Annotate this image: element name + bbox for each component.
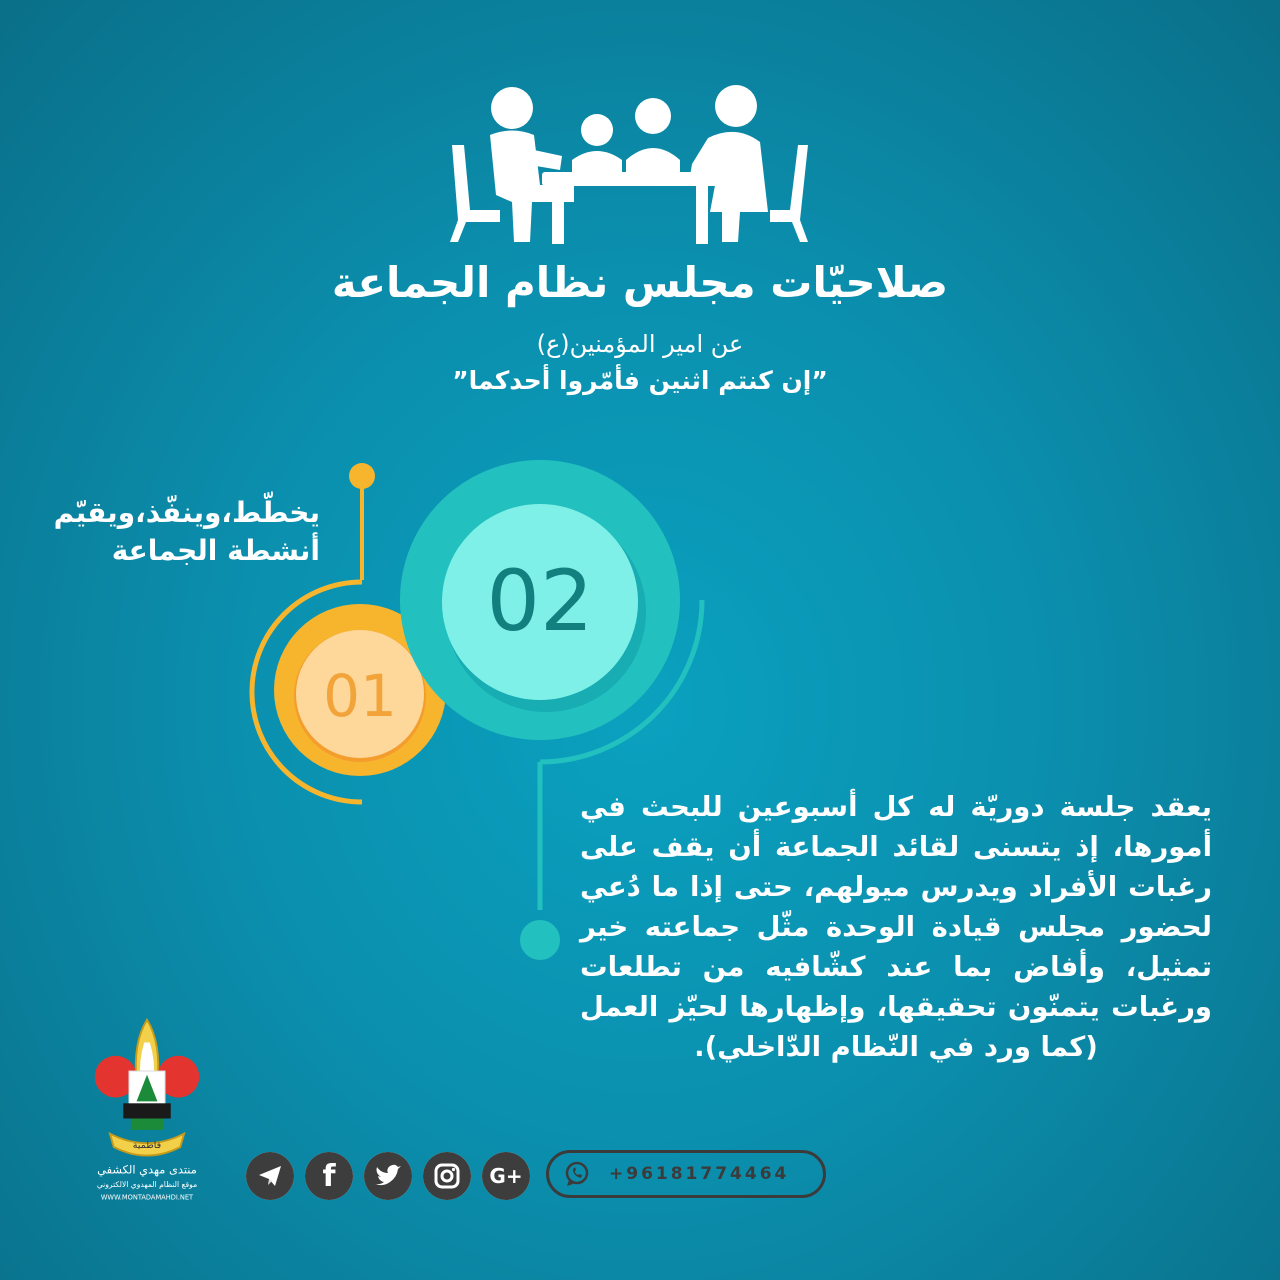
step1-number: 01: [323, 662, 397, 730]
telegram-icon: [256, 1162, 284, 1190]
logo-line2: موقع النظام المهدوي الالكتروني: [96, 1179, 198, 1189]
logo-line1: منتدى مهدي الكشفي: [97, 1162, 197, 1177]
scout-logo: [78, 1014, 216, 1204]
whatsapp-phone[interactable]: [546, 1150, 826, 1198]
social-bar: [246, 1148, 836, 1206]
whatsapp-icon: [563, 1160, 591, 1188]
telegram-button[interactable]: [246, 1152, 294, 1200]
instagram-icon: [433, 1162, 461, 1190]
phone-number: +96181774464: [609, 1164, 790, 1184]
meeting-people-icon: [440, 80, 820, 250]
instagram-button[interactable]: [423, 1152, 471, 1200]
step2-text: يعقد جلسة دوريّة له كل أسبوعين للبحث في أمورها، إذ يتسنى لقائد الجماعة أن يقف على رغبات الأفراد ويدرس ميولهم، حتى إذا ما دُعي لحضور مجلس قيادة الوحدة مثّل جماعته خير تمثيل، وأفاض بما عند كشّافيه من تطلعات ورغبات يتمنّون تحقيقها، وإظهارها لحيّز العمل (كما ورد في النّظام الدّاخلي).: [580, 791, 1212, 1063]
step2-connector-dot: [520, 920, 560, 960]
google-plus-button[interactable]: [482, 1152, 530, 1200]
facebook-button[interactable]: [305, 1152, 353, 1200]
twitter-button[interactable]: [364, 1152, 412, 1200]
twitter-icon: [373, 1163, 403, 1189]
quote-source: عن امير المؤمنين(ع): [536, 330, 744, 358]
logo-badge-text: فاطمية: [132, 1139, 162, 1151]
step2-number: 02: [486, 552, 594, 650]
page-title: صلاحيّات مجلس نظام الجماعة: [331, 258, 949, 307]
google-plus-icon: G+: [489, 1164, 523, 1188]
quote-text: ”إن كنتم اثنين فأمّروا أحدكما”: [452, 366, 828, 395]
step1-connector-dot: [349, 463, 375, 489]
step1-text-line1: يخطّط،وينفّذ،ويقيّم: [53, 496, 320, 529]
step1-text: [40, 494, 320, 570]
facebook-icon: f: [322, 1158, 336, 1194]
logo-url: WWW.MONTADAMAHDI.NET: [100, 1193, 194, 1202]
step1-text-line2: أنشطة الجماعة: [111, 534, 320, 567]
